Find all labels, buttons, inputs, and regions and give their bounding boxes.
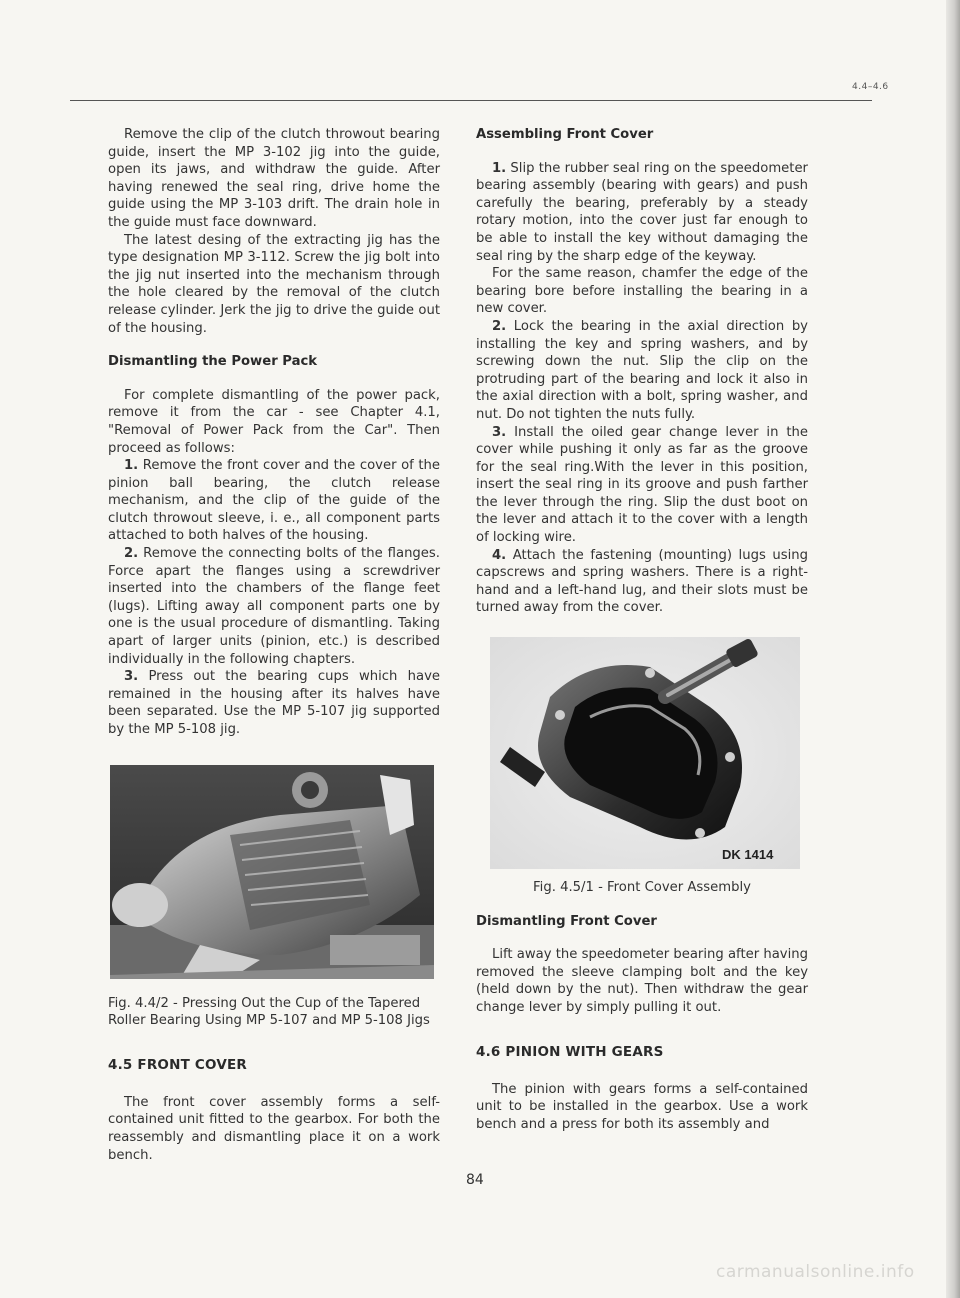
paragraph: The latest desing of the extracting jig has the type designation MP 3-112. Screw the jig bolt into the jig nut inserted into the mechanism through the hole cleared by the removal of the clutch release cylinder. Jerk the jig to drive the guide out of the housing. (108, 232, 440, 336)
step-number: 2. (124, 546, 139, 562)
paragraph: The pinion with gears forms a self-contained unit to be installed in the gearbox. Use a work bench and a press for both its assembly and (476, 1081, 808, 1132)
step-text: Install the oiled gear change lever in the cover while pushing it only as far as the groove for the seal ring.With the lever in this position, insert the seal ring in its groove and push farther the lever through the ring. Slip the dust boot on the lever and attach it to the cover with a length of locking wire. (476, 424, 808, 546)
step-3 (476, 424, 808, 547)
front-cover-illustration (490, 637, 800, 869)
step-number: 3. (492, 424, 507, 440)
paragraph: For complete dismantling of the power pack, remove it from the car - see Chapter 4.1, "Removal of Power Pack from the Car". Then proceed as follows: (108, 387, 440, 456)
gearbox-jig-illustration (110, 765, 434, 979)
step-4 (476, 547, 808, 617)
step-number: 4. (492, 547, 507, 563)
paragraph: Remove the clip of the clutch throwout bearing guide, insert the MP 3-102 jig into the guide, open its jaws, and withdraw the guide. After having renewed the seal ring, drive home the guide using the MP 3-103 drift. The drain hole in the guide must face downward. (108, 127, 440, 230)
header-rule (70, 100, 872, 101)
section-heading-4-6: 4.6 PINION WITH GEARS (476, 1043, 664, 1060)
step-number: 1. (492, 160, 507, 176)
paragraph: The front cover assembly forms a self-contained unit fitted to the gearbox. For both the reassembly and dismantling place it on a work bench. (108, 1094, 440, 1163)
step-text: Remove the connecting bolts of the flanges. Force apart the flanges using a screwdriver inserted into the chambers of the flange feet (lugs). Lifting away all component parts one by one is the usual procedure of dismantling. Taking apart of larger units (pinion, etc.) is described individually in the following chapters. (108, 546, 440, 667)
section-range: 4.4–4.6 (852, 82, 889, 92)
step-text: Remove the front cover and the cover of the pinion ball bearing, the clutch release mechanism, and the clip of the guide of the clutch throwout sleeve, i. e., all component parts attached to both halves of the housing. (108, 458, 440, 544)
photo-label: DK 1414 (722, 847, 774, 863)
step-text: Press out the bearing cups which have remained in the housing after its halves have been separated. Use the MP 5-107 jig supported by the MP 5-108 jig. (108, 669, 440, 737)
right-column (476, 126, 808, 1133)
gearbox-jig-photo (110, 765, 434, 979)
section-heading-dismantling: Dismantling Front Cover (476, 913, 657, 929)
watermark: carmanualsonline.info (716, 1262, 915, 1282)
step-number: 1. (124, 458, 139, 474)
page-number: 84 (466, 1172, 484, 1188)
section-heading-assembling: Assembling Front Cover (476, 127, 654, 142)
step-1 (476, 160, 808, 266)
paragraph: For the same reason, chamfer the edge of the bearing bore before installing the bearing in a new cover. (476, 266, 808, 317)
step-text: Attach the fastening (mounting) lugs using capscrews and spring washers. There is a right-hand and a left-hand lug, and their slots must be turned away from the cover. (476, 547, 808, 616)
section-heading-4-5: 4.5 FRONT COVER (108, 1056, 248, 1073)
figure-caption: Fig. 4.4/2 - Pressing Out the Cup of the Tapered Roller Bearing Using MP 5-107 and MP 5-108 Jigs (108, 995, 430, 1029)
section-heading-power-pack: Dismantling the Power Pack (108, 354, 318, 370)
front-cover-photo (490, 637, 800, 869)
paragraph: Lift away the speedometer bearing after having removed the sleeve clamping bolt and the key (held down by the nut). Then withdraw the gear change lever by simply pulling it out. (476, 947, 808, 1015)
step-2 (108, 545, 440, 668)
figure-caption: Fig. 4.5/1 - Front Cover Assembly (533, 880, 751, 896)
step-1 (108, 457, 440, 545)
step-2 (476, 318, 808, 424)
step-number: 3. (124, 669, 139, 685)
page-edge (946, 0, 960, 1298)
step-number: 2. (492, 318, 507, 334)
step-text: Slip the rubber seal ring on the speedometer bearing assembly (bearing with gears) and push carefully the bearing, preferably by a steady rotary motion, into the cover just far enough to be able to install the key without damaging the seal ring by the sharp edge of the keyway. (476, 160, 808, 264)
left-column (108, 126, 440, 1164)
step-3 (108, 668, 440, 738)
step-text: Lock the bearing in the axial direction by installing the key and spring washers, and by screwing down the nut. Slip the clip on the protruding part of the bearing and lock it also in the axial direction with a bolt, spring washer, and nut. Do not tighten the nuts fully. (476, 318, 808, 422)
